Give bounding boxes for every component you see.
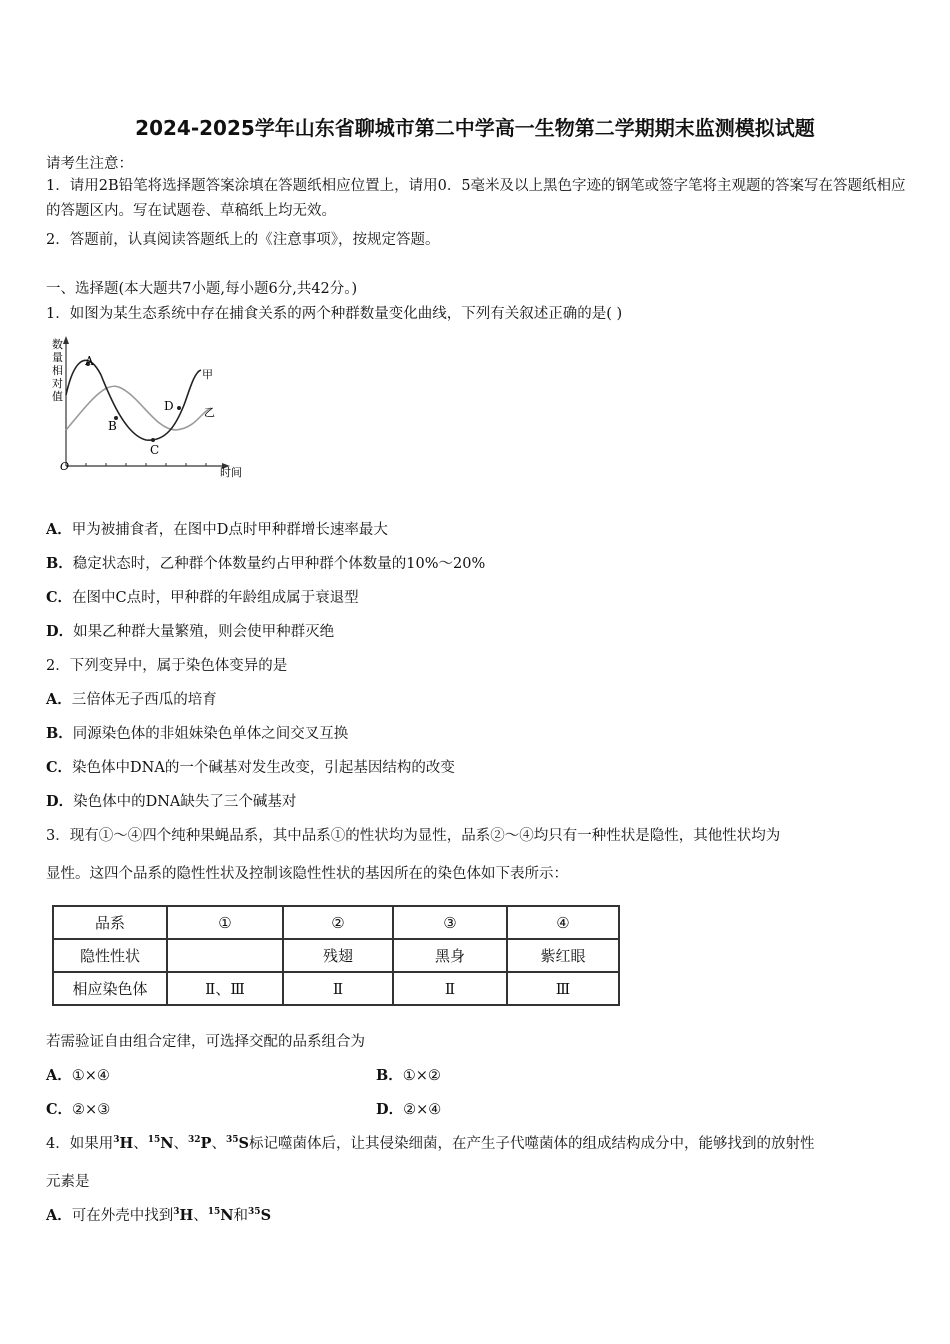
q3-option-c-text: ②×③ bbox=[72, 1102, 111, 1118]
table-row bbox=[53, 939, 619, 972]
q1-option-d-text: 如果乙种群大量繁殖，则会使甲种群灭绝 bbox=[73, 624, 335, 640]
table-cell: ① bbox=[167, 906, 283, 939]
point-C-label: C bbox=[150, 443, 160, 457]
point-D-marker bbox=[177, 406, 181, 410]
q4-iso2-element: N bbox=[160, 1135, 174, 1152]
page-title: 2024-2025学年山东省聊城市第二中学高一生物第二学期期末监测模拟试题 bbox=[135, 116, 815, 140]
table-cell: 相应染色体 bbox=[53, 972, 167, 1005]
q2-option-d bbox=[46, 790, 296, 811]
q4-iso2-mass: 15 bbox=[147, 1135, 161, 1146]
q2-option-a bbox=[46, 688, 217, 709]
q4-stem-post: 标记噬菌体后，让其侵染细菌，在产生子代噬菌体的组成结构成分中，能够找到的放射性 bbox=[248, 1136, 815, 1152]
q1-option-c-label: C． bbox=[46, 589, 73, 606]
q4-option-a-sep: 、 bbox=[193, 1208, 208, 1224]
y-axis-label-3: 相 bbox=[52, 364, 63, 377]
q4-iso4-mass: 35 bbox=[225, 1135, 239, 1146]
q4-iso4-element: S bbox=[238, 1135, 249, 1152]
q2-option-d-label: D． bbox=[46, 793, 74, 810]
q4-iso1-mass: 3 bbox=[113, 1135, 120, 1146]
q1-option-b bbox=[46, 552, 485, 573]
q1-option-a-label: A． bbox=[46, 521, 72, 538]
population-chart bbox=[46, 330, 256, 485]
question-3-stem-line-2: 显性。这四个品系的隐性性状及控制该隐性性状的基因所在的染色体如下表所示： bbox=[46, 866, 568, 882]
question-2-stem: 2．下列变异中，属于染色体变异的是 bbox=[46, 658, 288, 674]
point-D-label: D bbox=[164, 399, 174, 413]
q1-option-b-text: 稳定状态时，乙种群个体数量约占甲种群个体数量的10%～20% bbox=[72, 556, 486, 572]
q4-option-a-and: 和 bbox=[233, 1208, 249, 1224]
q4-sep3: 、 bbox=[211, 1136, 226, 1152]
table-cell: 紫红眼 bbox=[507, 939, 619, 972]
q3-option-a-text: ①×④ bbox=[71, 1068, 110, 1084]
series-line-jia bbox=[66, 360, 201, 440]
q4-sep1: 、 bbox=[133, 1136, 148, 1152]
q2-option-c bbox=[46, 756, 455, 777]
q4-option-a-mass-1: 3 bbox=[173, 1207, 180, 1218]
table-row bbox=[53, 906, 619, 939]
q4-option-a-element-1: H bbox=[179, 1207, 194, 1224]
table-row bbox=[53, 972, 619, 1005]
q3-option-d-text: ②×④ bbox=[403, 1102, 442, 1118]
notice-item-2: 2．答题前，认真阅读答题纸上的《注意事项》，按规定答题。 bbox=[46, 232, 440, 248]
y-axis-label-5: 值 bbox=[52, 390, 63, 403]
q3-option-d-label: D． bbox=[376, 1101, 404, 1118]
q1-option-a bbox=[46, 518, 388, 539]
table-cell: 残翅 bbox=[283, 939, 393, 972]
q4-option-a bbox=[46, 1204, 271, 1225]
q1-option-d bbox=[46, 620, 334, 641]
q4-iso3-element: P bbox=[200, 1135, 212, 1152]
table-cell: Ⅱ、Ⅲ bbox=[167, 972, 283, 1005]
q2-option-c-label: C． bbox=[46, 759, 73, 776]
y-axis-label-1: 数 bbox=[52, 338, 63, 351]
strain-table bbox=[52, 905, 620, 1006]
question-3-after-table: 若需验证自由组合定律，可选择交配的品系组合为 bbox=[46, 1034, 365, 1050]
notice-heading: 请考生注意： bbox=[46, 156, 133, 172]
y-axis-arrow bbox=[63, 336, 69, 344]
q3-option-b-text: ①×② bbox=[402, 1068, 441, 1084]
table-cell: Ⅲ bbox=[507, 972, 619, 1005]
series-label-yi: 乙 bbox=[204, 406, 215, 419]
q4-option-a-mass-2: 15 bbox=[207, 1207, 221, 1218]
q1-option-d-label: D． bbox=[46, 623, 74, 640]
table-cell: Ⅱ bbox=[393, 972, 507, 1005]
table-cell: Ⅱ bbox=[283, 972, 393, 1005]
series-line-yi bbox=[66, 386, 211, 430]
q1-option-c bbox=[46, 586, 359, 607]
table-cell: ③ bbox=[393, 906, 507, 939]
q4-option-a-pre: 可在外壳中找到 bbox=[71, 1208, 174, 1224]
q4-sep2: 、 bbox=[173, 1136, 188, 1152]
q1-option-c-text: 在图中C点时，甲种群的年龄组成属于衰退型 bbox=[72, 590, 359, 606]
origin-label: O bbox=[60, 460, 70, 473]
q4-option-a-label: A． bbox=[46, 1207, 72, 1224]
series-label-jia: 甲 bbox=[202, 368, 213, 381]
q4-option-a-element-3: S bbox=[260, 1207, 272, 1224]
y-axis-label-4: 对 bbox=[52, 377, 63, 390]
table-cell bbox=[167, 939, 283, 972]
table-cell: 黑身 bbox=[393, 939, 507, 972]
q4-stem-pre: 4．如果用 bbox=[46, 1136, 114, 1152]
question-1-stem: 1．如图为某生态系统中存在捕食关系的两个种群数量变化曲线，下列有关叙述正确的是( ) bbox=[46, 306, 623, 322]
q3-option-a bbox=[46, 1064, 110, 1085]
q2-option-a-label: A． bbox=[46, 691, 72, 708]
q2-option-b-text: 同源染色体的非姐妹染色单体之间交叉互换 bbox=[72, 726, 349, 742]
q2-option-d-text: 染色体中的DNA缺失了三个碱基对 bbox=[73, 794, 297, 810]
q2-option-b bbox=[46, 722, 348, 743]
q1-option-b-label: B． bbox=[46, 555, 73, 572]
q3-option-b bbox=[376, 1064, 441, 1085]
q4-iso1-element: H bbox=[119, 1135, 134, 1152]
table-cell: ② bbox=[283, 906, 393, 939]
question-4-stem-line-1 bbox=[46, 1132, 814, 1153]
table-cell: ④ bbox=[507, 906, 619, 939]
x-axis-label: 时间 bbox=[220, 466, 242, 479]
q3-option-b-label: B． bbox=[376, 1067, 403, 1084]
point-A-label: A bbox=[85, 354, 94, 368]
q3-option-c-label: C． bbox=[46, 1101, 73, 1118]
question-4-stem-line-2: 元素是 bbox=[46, 1174, 90, 1190]
point-B-label: B bbox=[108, 419, 117, 433]
point-C-marker bbox=[151, 438, 155, 442]
y-axis-label-2: 量 bbox=[52, 351, 63, 364]
q4-option-a-mass-3: 35 bbox=[248, 1207, 261, 1218]
q3-option-a-label: A． bbox=[46, 1067, 72, 1084]
question-3-stem-line-1: 3．现有①～④四个纯种果蝇品系，其中品系①的性状均为显性，品系②～④均只有一种性状是隐性，其他性状均为 bbox=[46, 828, 781, 844]
q3-option-d bbox=[376, 1098, 441, 1119]
q4-iso3-mass: 32 bbox=[188, 1135, 201, 1146]
q1-option-a-text: 甲为被捕食者，在图中D点时甲种群增长速率最大 bbox=[71, 522, 388, 538]
q2-option-a-text: 三倍体无子西瓜的培育 bbox=[71, 692, 217, 708]
section-heading: 一、选择题(本大题共7小题,每小题6分,共42分。) bbox=[46, 281, 358, 297]
q2-option-b-label: B． bbox=[46, 725, 73, 742]
table-cell: 隐性性状 bbox=[53, 939, 167, 972]
notice-item-1: 1．请用2B铅笔将选择题答案涂填在答题纸相应位置上，请用0．5毫米及以上黑色字迹的钢笔或签字笔将主观题的答案写在答题纸相应的答题区内。写在试题卷、草稿纸上均无效。 bbox=[46, 178, 906, 219]
q3-option-c bbox=[46, 1098, 110, 1119]
q4-option-a-element-2: N bbox=[220, 1207, 234, 1224]
table-cell: 品系 bbox=[53, 906, 167, 939]
q2-option-c-text: 染色体中DNA的一个碱基对发生改变，引起基因结构的改变 bbox=[72, 760, 455, 776]
